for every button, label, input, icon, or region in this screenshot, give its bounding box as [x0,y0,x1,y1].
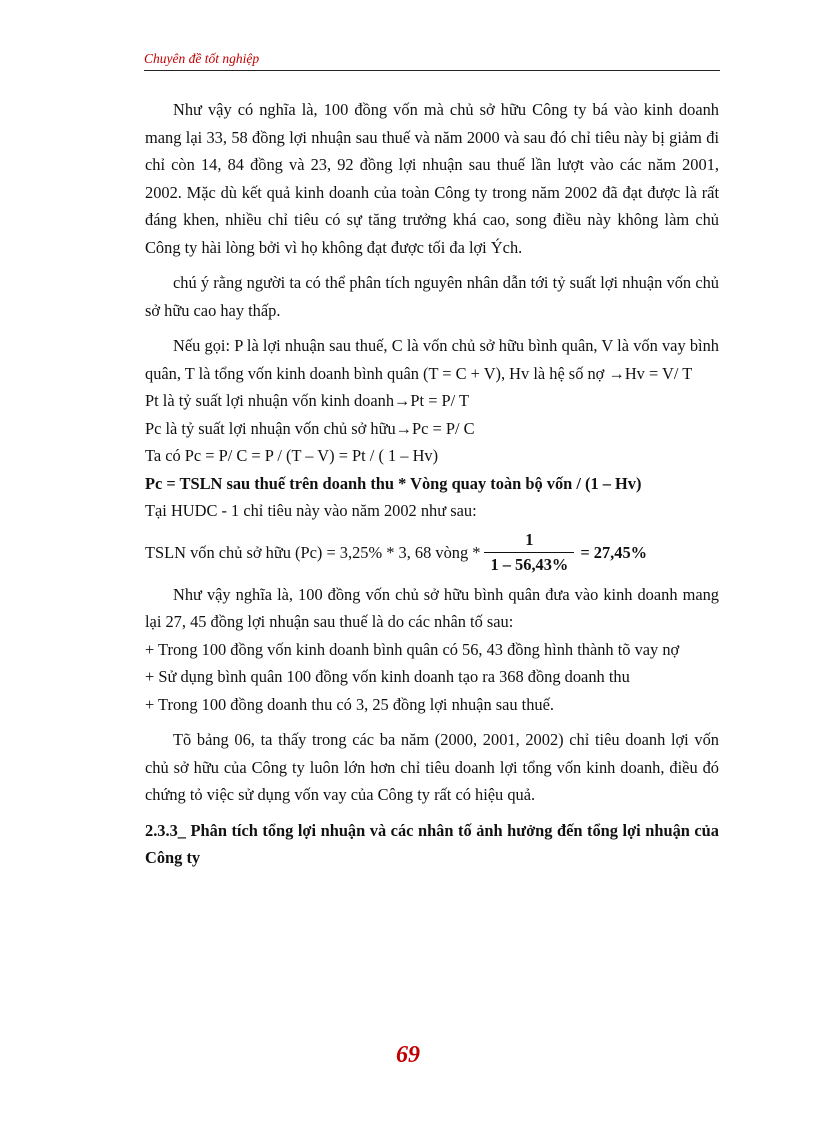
page-number: 69 [396,1042,420,1068]
paragraph: chú ý rằng người ta có thể phân tích nguyên nhân dẫn tới tỷ suất lợi nhuận vốn chủ sở hữu cao hay thấp. [145,273,719,320]
formula-result: = 27,45% [580,542,648,562]
document-body [145,96,719,872]
bullet-item: + Sử dụng bình quân 100 đồng vốn kinh doanh tạo ra 368 đồng doanh thu [145,667,630,686]
header-title: Chuyên đề tốt nghiệp [144,51,260,66]
formula [145,525,719,581]
text-line: Tại HUDC - 1 chỉ tiêu này vào năm 2002 như sau: [145,501,477,520]
paragraph: Như vậy có nghĩa là, 100 đồng vốn mà chủ sở hữu Công ty bá vào kinh doanh mang lại 33, 58 đồng lợi nhuận sau thuế và năm 2000 và sau đó chỉ tiêu này bị giảm đi chỉ còn 14, 84 đồng và 23, 92 đồng lợi nhuận sau thuế lần lượt vào các năm 2001, 2002. Mặc dù kết quả kinh doanh của toàn Công ty trong năm 2002 đã đạt được là rất đáng khen, nhiều chỉ tiêu có sự tăng trưởng khá cao, song điều này không làm chủ Công ty hài lòng bởi vì họ không đạt được tối đa lợi Ých. [145,100,719,257]
paragraph: Như vậy nghĩa là, 100 đồng vốn chủ sở hữu bình quân đưa vào kinh doanh mang lại 27, 45 đồng lợi nhuận sau thuế là do các nhân tố sau: [145,584,719,631]
definition-line: Pt là tỷ suất lợi nhuận vốn kinh doanh→Pt = P/ T [145,391,470,410]
bold-equation: Pc = TSLN sau thuế trên doanh thu * Vòng quay toàn bộ vốn / (1 – Hv) [145,473,642,493]
fraction-numerator: 1 [525,530,534,549]
page-header [144,50,720,71]
section-heading: 2.3.3_ Phân tích tổng lợi nhuận và các nhân tố ảnh hưởng đến tổng lợi nhuận của Công ty [145,820,719,867]
equation-line: Ta có Pc = P/ C = P / (T – V) = Pt / ( 1 – Hv) [145,446,439,465]
bullet-item: + Trong 100 đồng doanh thu có 3, 25 đồng lợi nhuận sau thuế. [145,694,554,714]
paragraph: Nếu gọi: P là lợi nhuận sau thuế, C là vốn chủ sở hữu bình quân, V là vốn vay bình quân, T là tổng vốn kinh doanh bình quân (T = C + V), Hv là hệ số nợ →Hv = V/ T [145,336,719,383]
bullet-item: + Trong 100 đồng vốn kinh doanh bình quân có 56, 43 đồng hình thành tõ vay nợ [145,639,680,659]
fraction [484,528,574,577]
fraction-denominator: 1 – 56,43% [484,552,574,577]
paragraph: Tõ bảng 06, ta thấy trong các ba năm (2000, 2001, 2002) chỉ tiêu doanh lợi vốn chủ sở hữu của Công ty luôn lớn hơn chỉ tiêu doanh lợi tổng vốn kinh doanh, điều đó chứng tỏ việc sử dụng vốn vay của Công ty rất có hiệu quả. [145,730,719,804]
formula-lhs: TSLN vốn chủ sở hữu (Pc) = 3,25% * 3, 68 vòng * [145,542,481,562]
definition-line: Pc là tỷ suất lợi nhuận vốn chủ sở hữu→Pc = P/ C [145,418,475,438]
